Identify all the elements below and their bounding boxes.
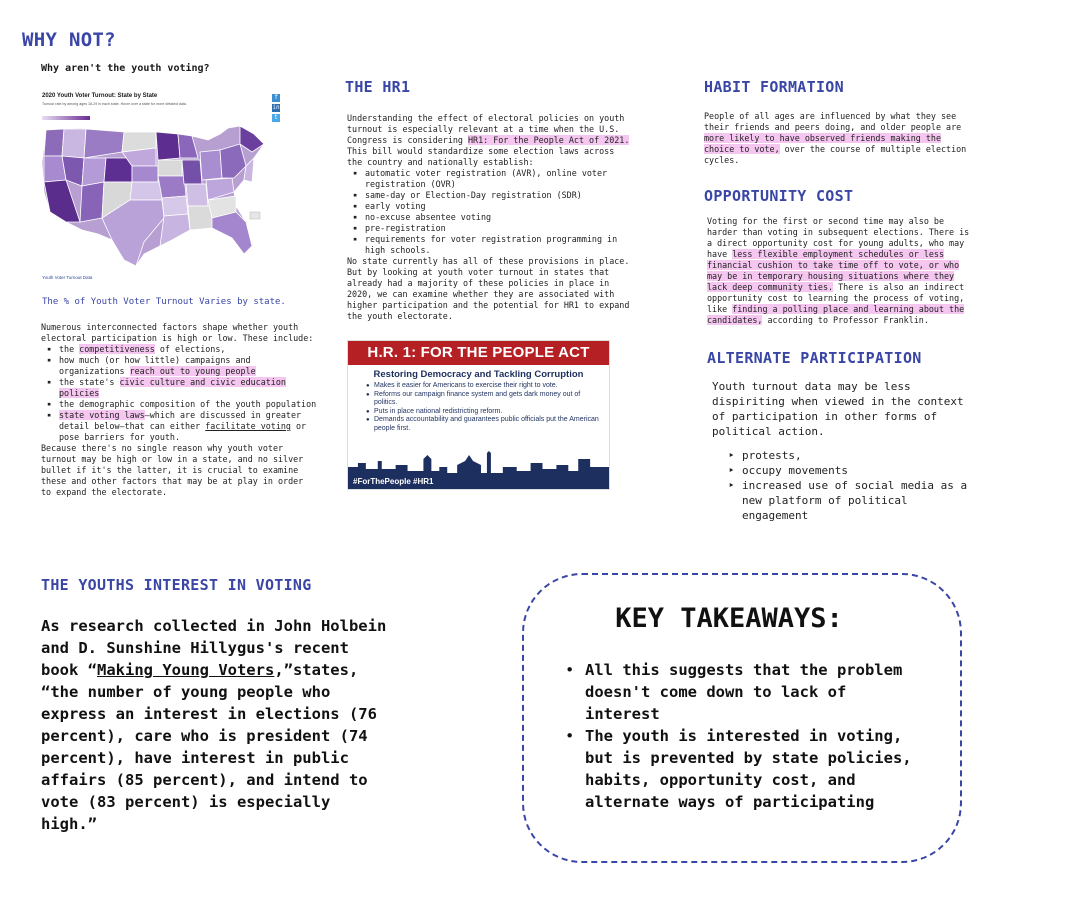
alternate-item: ‣ protests,	[728, 448, 968, 463]
twitter-icon[interactable]: t	[272, 114, 280, 122]
map-caption-small: Turnout rate by among ages 18-29 in each state. Hover over a state for more detailed data.	[42, 102, 187, 106]
making-young-voters-link[interactable]: Making Young Voters	[97, 661, 275, 679]
hr1-body	[347, 113, 632, 322]
why-not-body	[41, 322, 317, 498]
provision-item: ▪ no-excuse absentee voting	[347, 212, 632, 223]
alternate-item: ‣ occupy movements	[728, 463, 968, 478]
alternate-item: ‣ increased use of social media as a new platform of political engagement	[728, 478, 968, 523]
takeaways-list	[565, 659, 930, 813]
banner-point: ● Makes it easier for Americans to exercise their right to vote.	[366, 382, 601, 391]
facebook-icon[interactable]: f	[272, 94, 280, 102]
opportunity-title: OPPORTUNITY COST	[704, 187, 854, 205]
factor-item: ▪ state voting laws—which are discussed in greater detail below—that can either facilitate voting or pose barriers for youth.	[41, 410, 317, 443]
hr1-provisions-list	[347, 168, 632, 256]
why-not-conclusion: Because there's no single reason why youth voter turnout may be high or low in a state, and no silver bullet if it's the latter, it is crucial to examine these and other factors that may be at play in order to expand the electorate.	[41, 443, 304, 497]
provision-item: ▪ requirements for voter registration programming in high schools.	[347, 234, 632, 256]
linkedin-icon[interactable]: in	[272, 104, 280, 111]
factors-list	[41, 344, 317, 443]
provision-item: ▪ early voting	[347, 201, 632, 212]
why-not-intro: Numerous interconnected factors shape whether youth electoral participation is high or low. These include:	[41, 322, 314, 343]
factor-item: ▪ the competitiveness of elections,	[41, 344, 317, 355]
facilitate-voting-link[interactable]: facilitate voting	[205, 421, 291, 431]
hr1-outro: No state currently has all of these provisions in place. But by looking at youth voter turnout in states that already had a majority of these policies in place in 2020, we can examine whether they are associated with higher participation and the potential for HR1 to expand the youth electorate.	[347, 256, 630, 321]
banner-subheading: Restoring Democracy and Tackling Corruption	[373, 369, 584, 380]
map-legend-bar	[42, 116, 90, 120]
map-title: 2020 Youth Voter Turnout: State by State	[42, 93, 158, 99]
why-not-title: WHY NOT?	[22, 29, 116, 51]
alternate-text: Youth turnout data may be less dispiriting when viewed in the context of participation in other forms of political action.	[712, 380, 964, 438]
provision-item: ▪ automatic voter registration (AVR), online voter registration (OVR)	[347, 168, 632, 190]
takeaway-item: • All this suggests that the problem doesn't come down to lack of interest	[565, 659, 930, 725]
hr1-banner-image	[347, 340, 610, 490]
hr1-intro: Understanding the effect of electoral policies on youth turnout is especially relevant at a time when the U.S. Congress is considering HR1: For the People Act of 2021. This bill would standardize some election laws across the country and nationally establish:	[347, 113, 630, 167]
key-takeaways-title: KEY TAKEAWAYS:	[615, 603, 843, 634]
us-map[interactable]	[40, 122, 272, 272]
opportunity-body: Voting for the first or second time may also be harder than voting in subsequent elections. There is a direct opportunity cost for young adults, who may have less flexible employment schedules or less financial cushion to take time off to vote, or who may be in temporary housing situations where they lack deep community ties. There is also an indirect opportunity cost to learning the process of voting, like finding a polling place and learning about the candidates, according to Professor Franklin.	[707, 216, 970, 325]
banner-point: ● Demands accountability and guarantees public officials put the American people first.	[366, 416, 601, 433]
interest-title: THE YOUTHS INTEREST IN VOTING	[41, 576, 312, 594]
habit-body: People of all ages are influenced by what they see their friends and peers doing, and older people are more likely to have observed friends making the choice to vote, over the course of multiple election cycles.	[704, 111, 967, 165]
hr1-title: THE HR1	[345, 78, 411, 96]
alternate-title: ALTERNATE PARTICIPATION	[707, 349, 922, 367]
youth-turnout-map-embed[interactable]	[40, 92, 280, 288]
banner-heading: H.R. 1: FOR THE PEOPLE ACT	[348, 341, 609, 365]
banner-point: ● Puts in place national redistricting reform.	[366, 408, 601, 417]
factor-item: ▪ the demographic composition of the youth population	[41, 399, 317, 410]
provision-item: ▪ same-day or Election-Day registration (SDR)	[347, 190, 632, 201]
alternate-list	[728, 448, 968, 523]
factor-item: ▪ how much (or how little) campaigns and organizations reach out to young people	[41, 355, 317, 377]
why-not-subtitle: Why aren't the youth voting?	[41, 63, 210, 74]
provision-item: ▪ pre-registration	[347, 223, 632, 234]
factor-item: ▪ the state's civic culture and civic education policies	[41, 377, 317, 399]
banner-hashtags: #ForThePeople #HR1	[353, 477, 434, 486]
interest-quote: As research collected in John Holbein and D. Sunshine Hillygus's recent book “Making Young Voters,”states, “the number of young people who express an interest in elections (76 percent), care who is president (74 percent), have interest in public affairs (85 percent), and intend to vote (83 percent) is especially high.”	[41, 617, 387, 833]
banner-points	[348, 380, 609, 434]
takeaway-item: • The youth is interested in voting, but is prevented by state policies, habits, opportunity cost, and alternate ways of participating	[565, 725, 930, 813]
map-source-link[interactable]: Youth Voter Turnout Data	[42, 275, 93, 280]
habit-title: HABIT FORMATION	[704, 78, 844, 96]
banner-point: ● Reforms our campaign finance system and gets dark money out of politics.	[366, 391, 601, 408]
map-caption: The % of Youth Voter Turnout Varies by state.	[42, 297, 286, 307]
